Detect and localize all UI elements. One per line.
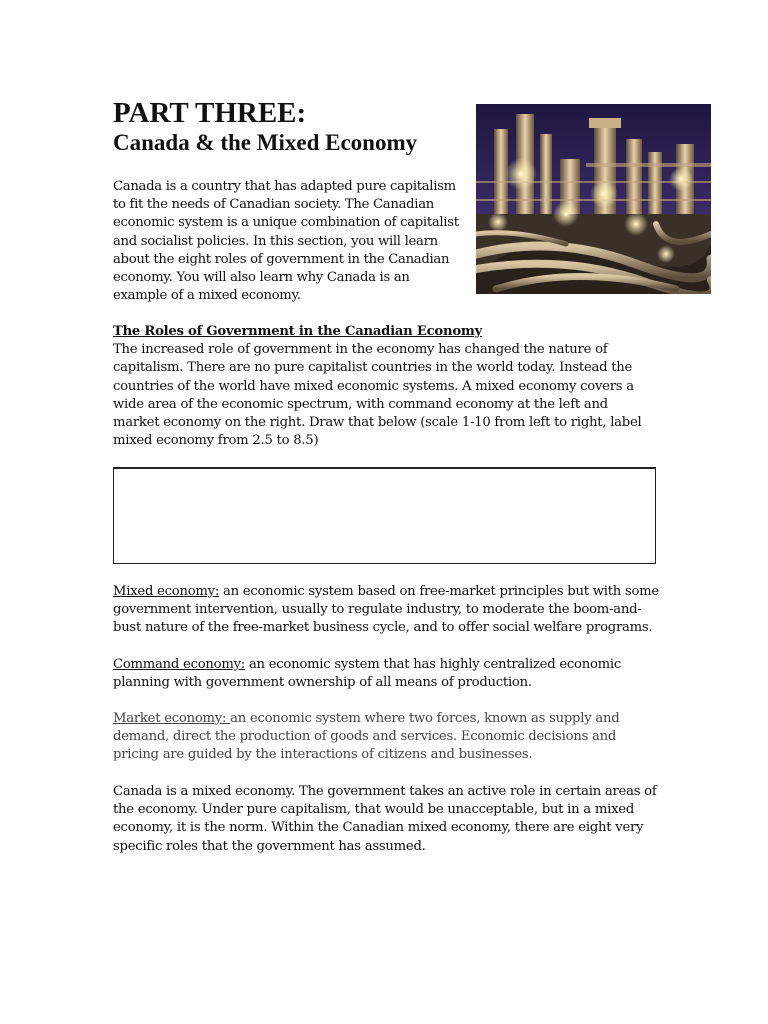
definition-command-economy [113,656,661,692]
section-heading: The Roles of Government in the Canadian Economy [113,324,482,339]
roles-section [113,323,658,450]
intro-paragraph [113,178,465,305]
page-title: Canada & the Mixed Economy [113,130,418,155]
definition-term: Market economy: [113,711,231,726]
closing-paragraph [113,783,661,856]
drawing-box[interactable] [113,467,656,564]
definition-term: Mixed economy: [113,584,220,599]
refinery-photo [476,104,711,294]
closing-text: Canada is a mixed economy. The government takes an active role in certain areas of the economy. Under pure capitalism, that would be unacceptable, but in a mixed economy, it is the norm. Within the Canadian mixed economy, there are eight very specific roles that the government has assumed. [113,784,657,854]
definition-mixed-economy [113,583,661,638]
definition-text: an economic system that has highly centralized economic planning with government ownership of all means of production. [113,657,621,691]
definition-text: an economic system where two forces, known as supply and demand, direct the production of goods and services. Economic decisions and pricing are guided by the interactions of citizens and businesses. [113,711,620,763]
definition-market-economy [113,710,661,765]
part-heading: PART THREE: [113,97,307,129]
intro-text: Canada is a country that has adapted pure capitalism to fit the needs of Canadian society. The Canadian economic system is a unique combination of capitalist and socialist policies. In this section, you will learn about the eight roles of government in the Canadian economy. You will also learn why Canada is an example of a mixed economy. [113,179,459,304]
definition-text: an economic system based on free-market principles but with some government intervention, usually to regulate industry, to moderate the boom-and-bust nature of the free-market business cycle, and to offer social welfare programs. [113,584,659,636]
refinery-illustration [476,104,711,294]
section-body: The increased role of government in the economy has changed the nature of capitalism. There are no pure capitalist countries in the world today. Instead the countries of the world have mixed economic systems. A mixed economy covers a wide area of the economic spectrum, with command economy at the left and market economy on the right. Draw that below (scale 1-10 from left to right, label mixed economy from 2.5 to 8.5) [113,342,642,449]
definition-term: Command economy: [113,657,245,672]
